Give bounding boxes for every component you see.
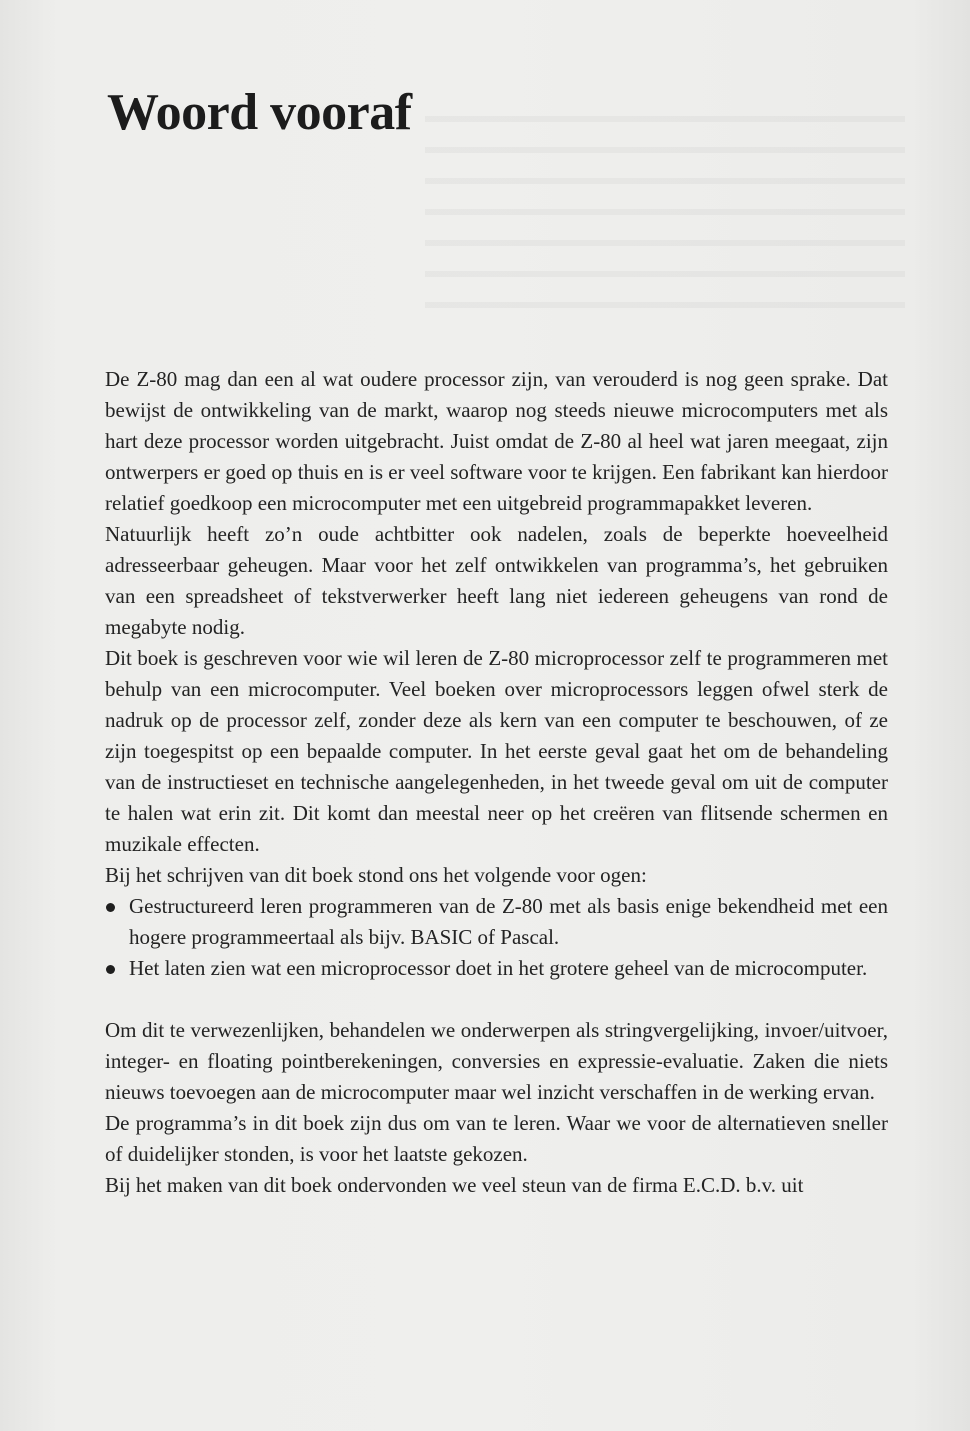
bullet-list bbox=[105, 891, 888, 984]
paragraph: Bij het maken van dit boek ondervonden we veel steun van de firma E.C.D. b.v. uit bbox=[105, 1173, 804, 1197]
paragraph: De Z-80 mag dan een al wat oudere processor zijn, van verouderd is nog geen sprake. Dat bewijst de ontwikkeling van de markt, waarop nog steeds nieuwe microcomputers met als hart deze processor worden uitgebracht. Juist omdat de Z-80 al heel wat jaren meegaat, zijn ontwerpers er goed op thuis en is er veel software voor te krijgen. Een fabrikant kan hierdoor relatief goedkoop een microcomputer met een uitgebreid programmapakket leveren. bbox=[105, 367, 888, 515]
paragraph-gap bbox=[105, 984, 888, 1015]
paragraph: Dit boek is geschreven voor wie wil leren de Z-80 microprocessor zelf te programmeren met behulp van een microcomputer. Veel boeken over microprocessors leggen ofwel sterk de nadruk op de processor zelf, zonder deze als kern van een computer te beschouwen, of ze zijn toegespitst op een bepaalde computer. In het eerste geval gaat het om de behandeling van de instructieset en technische aangelegenheden, in het tweede geval om uit de computer te halen wat erin zit. Dit komt dan meestal neer op het creëren van flitsende schermen en muzikale effecten. bbox=[105, 646, 888, 856]
paragraph: Om dit te verwezenlijken, behandelen we onderwerpen als stringvergelijking, invoer/uitvoer, integer- en floating pointberekeningen, conversies en expressie-evaluatie. Zaken die niets nieuws toevoegen aan de microcomputer maar wel inzicht verschaffen in de werking ervan. bbox=[105, 1018, 888, 1104]
paragraph: Bij het schrijven van dit boek stond ons het volgende voor ogen: bbox=[105, 863, 647, 887]
bullet-text: Gestructureerd leren programmeren van de Z-80 met als basis enige bekendheid met een hogere programmeertaal als bijv. BASIC of Pascal. bbox=[129, 894, 888, 949]
bullet-item bbox=[105, 891, 888, 953]
page-title: Woord vooraf bbox=[107, 84, 412, 141]
bullet-item bbox=[105, 953, 888, 984]
bullet-text: Het laten zien wat een microprocessor doet in het grotere geheel van de microcomputer. bbox=[129, 956, 868, 980]
bullet-icon bbox=[106, 965, 115, 974]
paragraph: De programma’s in dit boek zijn dus om van te leren. Waar we voor de alternatieven sneller of duidelijker stonden, is voor het laatste gekozen. bbox=[105, 1111, 888, 1166]
show-through-text bbox=[425, 98, 905, 328]
paragraph: Natuurlijk heeft zo’n oude achtbitter ook nadelen, zoals de beperkte hoeveelheid adresseerbaar geheugen. Maar voor het zelf ontwikkelen van programma’s, het gebruiken van een spreadsheet of tekstverwerker heeft lang niet iedereen geheugens van rond de megabyte nodig. bbox=[105, 522, 888, 639]
bullet-icon bbox=[106, 903, 115, 912]
body-text bbox=[105, 364, 888, 1201]
